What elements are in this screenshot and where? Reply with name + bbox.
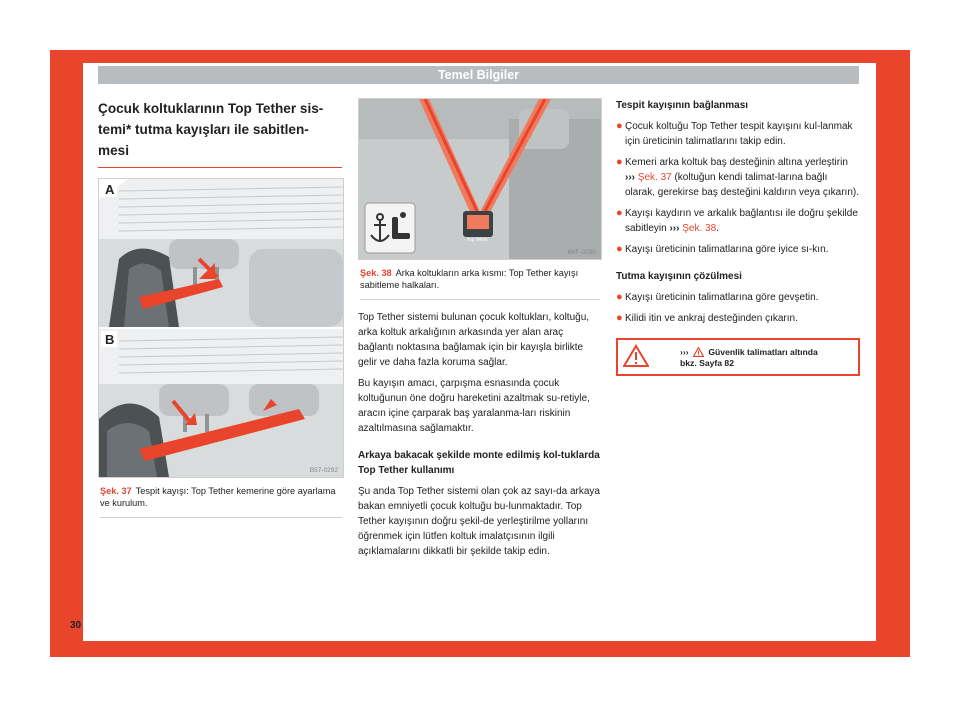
figure-37-caption — [100, 485, 342, 518]
xref-arrows-icon: ››› — [680, 347, 689, 357]
warning-small-icon — [693, 347, 704, 357]
panel-b-label: B — [105, 332, 115, 347]
warning-link[interactable]: Güvenlik talimatları altında — [708, 347, 818, 357]
figure-37-link[interactable]: Şek. 37 — [637, 172, 672, 183]
paragraph: Top Tether sistemi bulunan çocuk koltukları, koltuğu, arka koltuk arkalığının arkasında yer alan araç bağlantı noktasına bağlamak için bir kayışla birlikte gelir ve daha fazla koruma sağlar. — [358, 312, 590, 368]
left-column — [98, 98, 342, 518]
release-steps — [616, 290, 860, 326]
section-title-text: Çocuk koltuklarının Top Tether sis- temi* tutma kayışları ile sabitlen- mesi — [98, 101, 324, 158]
page-number: 30 — [70, 620, 82, 631]
list-item — [616, 311, 860, 326]
middle-column — [358, 98, 600, 565]
bullet-icon: ● — [616, 243, 623, 255]
bullet-icon: ● — [616, 312, 623, 324]
list-item-text: Kayışı üreticinin talimatlarına göre iyice sı-kın. — [625, 244, 829, 255]
subheading-fastening: Tespit kayışının bağlanması — [616, 100, 749, 111]
figure-code: B6F-0095 — [567, 249, 596, 256]
figure-38-caption — [360, 267, 600, 300]
figure-code: B57-0292 — [309, 467, 338, 474]
figure-38 — [358, 98, 602, 260]
subheading-release: Tutma kayışının çözülmesi — [616, 271, 742, 282]
list-item — [616, 155, 860, 200]
list-item — [616, 242, 860, 257]
list-item-text: Çocuk koltuğu Top Tether tespit kayışını kul-lanmak için üreticinin talimatlarını takip edin. — [625, 121, 853, 147]
list-item-text: . — [716, 223, 719, 234]
list-item-text: Kemeri arka koltuk baş desteğinin altına yerleştirin — [625, 157, 848, 168]
fastening-steps — [616, 119, 860, 257]
tether-installation-illustration — [99, 179, 343, 477]
figure-ref: Şek. 37 — [100, 486, 132, 496]
warning-text — [680, 347, 818, 369]
list-item-text: Kayışı kaydırın ve arkalık bağlantısı ile doğru şekilde sabitleyin — [625, 208, 858, 234]
list-item — [616, 290, 860, 305]
panel-a-label: A — [105, 182, 115, 197]
right-column — [616, 98, 860, 376]
list-item — [616, 119, 860, 149]
list-item-text: (koltuğun kendi talimat-larına bağlı olarak, gerekirse baş desteğini kaldırın veya çıkarın). — [625, 172, 859, 198]
list-item — [616, 206, 860, 236]
bullet-icon: ● — [616, 156, 623, 168]
figure-38-link[interactable]: Şek. 38 — [682, 223, 717, 234]
warning-triangle-icon — [623, 344, 649, 368]
list-item-text: Kayışı üreticinin talimatlarına göre gevşetin. — [625, 292, 819, 303]
anchor-rings-illustration — [359, 99, 601, 259]
warning-box — [616, 338, 860, 376]
xref-arrows-icon: ››› — [625, 172, 635, 183]
xref-arrows-icon: ››› — [669, 223, 680, 234]
section-title — [98, 98, 342, 168]
figure-37 — [98, 178, 344, 478]
bullet-icon: ● — [616, 291, 623, 303]
bullet-icon: ● — [616, 207, 623, 219]
paragraph: Şu anda Top Tether sistemi olan çok az sayı-da arkaya bakan emniyetli çocuk koltuğu bu-lunmaktadır. Top Tether kayışının doğru şekil-de yerleştirilme yollarını öğrenmek için lütfen koltuk imalatçısının ilgili açıklamalarını dikkatli bir şekilde takip edin. — [358, 486, 600, 557]
paragraph: Bu kayışın amacı, çarpışma esnasında çocuk koltuğunun öne doğru hareketini azaltmak su-retiyle, aracın içine çarparak baş yaralanma-ları riskinin azaltılmasına sağlamaktır. — [358, 378, 590, 434]
subheading-rear-facing: Arkaya bakacak şekilde monte edilmiş kol-tuklarda Top Tether kullanımı — [358, 450, 600, 476]
top-tether-tag: Top Tether — [467, 237, 488, 242]
bullet-icon: ● — [616, 120, 623, 132]
caption-text: Tespit kayışı: Top Tether kemerine göre ayarlama ve kurulum. — [100, 486, 336, 508]
figure-ref: Şek. 38 — [360, 268, 392, 278]
caption-text: Arka koltukların arka kısmı: Top Tether kayışı sabitleme halkaları. — [360, 268, 579, 290]
running-header: Temel Bilgiler — [98, 66, 859, 84]
warning-page-ref[interactable]: bkz. Sayfa 82 — [680, 358, 734, 368]
list-item-text: Kilidi itin ve ankraj desteğinden çıkarın. — [625, 313, 798, 324]
